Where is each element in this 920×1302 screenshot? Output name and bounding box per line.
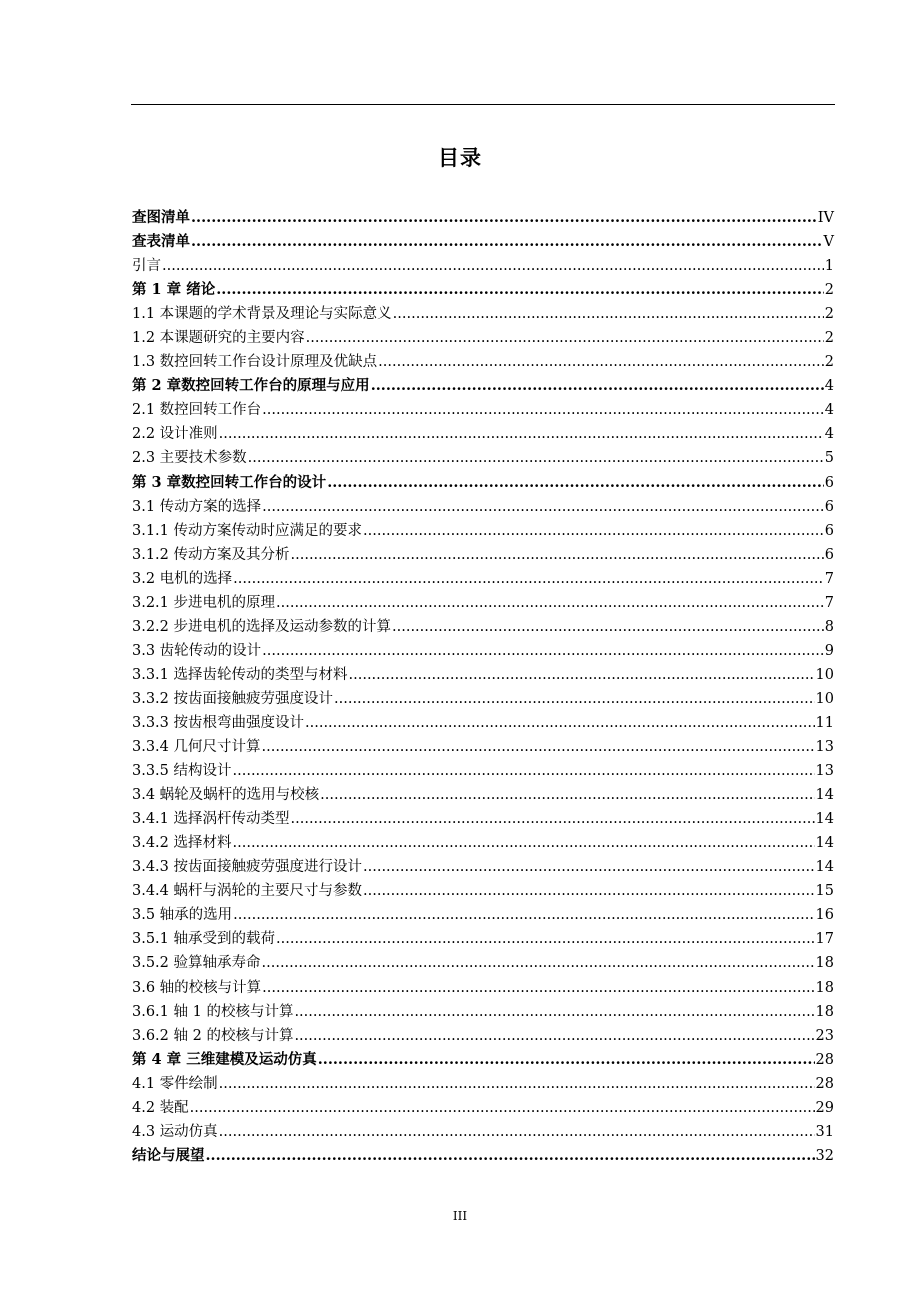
toc-leader-dots xyxy=(294,1024,814,1048)
toc-entry[interactable] xyxy=(132,1096,834,1120)
toc-leader-dots xyxy=(318,1048,815,1072)
toc-entry[interactable] xyxy=(132,759,834,783)
toc-leader-dots xyxy=(305,711,815,735)
toc-leader-dots xyxy=(276,927,815,951)
toc-entry-label: 2.3 主要技术参数 xyxy=(132,450,247,467)
toc-entry-page: 23 xyxy=(815,1027,834,1044)
toc-entry[interactable] xyxy=(132,951,834,975)
toc-leader-dots xyxy=(190,1096,815,1120)
toc-entry-page: 6 xyxy=(824,522,834,539)
toc-leader-dots xyxy=(219,1072,815,1096)
toc-entry-label: 查表清单 xyxy=(132,233,190,251)
toc-entry-label: 4.1 零件绘制 xyxy=(132,1075,218,1092)
toc-leader-dots xyxy=(320,783,814,807)
toc-entry-page: 15 xyxy=(815,883,834,900)
toc-entry-page: 6 xyxy=(824,546,834,563)
toc-leader-dots xyxy=(392,615,824,639)
toc-entry-page: 13 xyxy=(815,763,834,780)
toc-entry[interactable] xyxy=(132,254,834,278)
toc-entry-label: 4.3 运动仿真 xyxy=(132,1123,218,1140)
toc-leader-dots xyxy=(219,422,824,446)
toc-entry[interactable] xyxy=(132,639,834,663)
toc-entry-page: 4 xyxy=(824,402,834,419)
toc-entry-label: 3.4.1 选择涡杆传动类型 xyxy=(132,811,290,828)
toc-entry-label: 2.1 数控回转工作台 xyxy=(132,402,262,419)
toc-entry[interactable] xyxy=(132,206,834,230)
toc-leader-dots xyxy=(349,663,815,687)
toc-entry-page: 2 xyxy=(824,306,834,323)
toc-leader-dots xyxy=(363,519,824,543)
toc-entry[interactable] xyxy=(132,807,834,831)
toc-entry[interactable] xyxy=(132,711,834,735)
toc-entry[interactable] xyxy=(132,230,834,254)
toc-entry[interactable] xyxy=(132,927,834,951)
toc-entry-label: 3.3.3 按齿根弯曲强度设计 xyxy=(132,714,305,731)
toc-entry[interactable] xyxy=(132,567,834,591)
toc-entry-label: 3.1.2 传动方案及其分析 xyxy=(132,546,290,563)
toc-leader-dots xyxy=(291,807,815,831)
toc-entry-label: 3.6.2 轴 2 的校核与计算 xyxy=(132,1027,294,1044)
toc-entry-page: 14 xyxy=(815,859,834,876)
toc-entry-label: 3.4.2 选择材料 xyxy=(132,835,232,852)
toc-entry-page: 31 xyxy=(815,1123,834,1140)
toc-entry-page: 7 xyxy=(824,594,834,611)
toc-entry-page: 5 xyxy=(824,450,834,467)
toc-entry-page: 9 xyxy=(824,642,834,659)
toc-entry-page: 10 xyxy=(815,690,834,707)
toc-entry-page: 13 xyxy=(815,739,834,756)
toc-leader-dots xyxy=(206,1144,815,1168)
toc-entry-page: 32 xyxy=(815,1147,834,1164)
toc-entry-page: 14 xyxy=(815,787,834,804)
toc-entry-page: 7 xyxy=(824,570,834,587)
toc-entry-page: 6 xyxy=(824,498,834,515)
toc-entry[interactable] xyxy=(132,591,834,615)
toc-entry-page: V xyxy=(823,234,834,251)
toc-entry-label: 1.1 本课题的学术背景及理论与实际意义 xyxy=(132,306,392,323)
toc-entry[interactable] xyxy=(132,1144,834,1168)
toc-entry-label: 引言 xyxy=(132,258,161,275)
toc-entry-label: 3.4 蜗轮及蜗杆的选用与校核 xyxy=(132,787,320,804)
toc-entry[interactable] xyxy=(132,519,834,543)
page-number: III xyxy=(452,1209,468,1223)
toc-entry-label: 第 4 章 三维建模及运动仿真 xyxy=(132,1050,317,1068)
toc-entry-label: 第 3 章数控回转工作台的设计 xyxy=(132,473,327,491)
toc-entry[interactable] xyxy=(132,326,834,350)
toc-leader-dots xyxy=(216,278,824,302)
toc-leader-dots xyxy=(262,398,824,422)
toc-entry-label: 第 2 章数控回转工作台的原理与应用 xyxy=(132,377,370,395)
toc-entry-label: 3.3 齿轮传动的设计 xyxy=(132,642,262,659)
toc-entry[interactable] xyxy=(132,855,834,879)
toc-entry-page: 11 xyxy=(815,714,834,731)
toc-entry[interactable] xyxy=(132,471,834,495)
toc-entry-label: 3.2 电机的选择 xyxy=(132,570,233,587)
toc-entry-page: 18 xyxy=(815,955,834,972)
toc-entry-page: 4 xyxy=(824,426,834,443)
toc-leader-dots xyxy=(219,1120,815,1144)
toc-entry[interactable] xyxy=(132,446,834,470)
toc-entry-page: 10 xyxy=(815,666,834,683)
toc-leader-dots xyxy=(291,543,824,567)
toc-entry-label: 3.3.5 结构设计 xyxy=(132,763,232,780)
toc-leader-dots xyxy=(162,254,824,278)
toc-entry-label: 3.3.2 按齿面接触疲劳强度设计 xyxy=(132,690,334,707)
toc-leader-dots xyxy=(363,855,815,879)
toc-entry-page: 2 xyxy=(824,282,834,299)
toc-entry[interactable] xyxy=(132,1072,834,1096)
toc-leader-dots xyxy=(378,350,824,374)
toc-entry-label: 3.6.1 轴 1 的校核与计算 xyxy=(132,1003,294,1020)
toc-entry[interactable] xyxy=(132,903,834,927)
toc-leader-dots xyxy=(233,759,815,783)
toc-entry[interactable] xyxy=(132,374,834,398)
toc-entry[interactable] xyxy=(132,1048,834,1072)
toc-leader-dots xyxy=(191,230,823,254)
toc-entry-page: 29 xyxy=(815,1099,834,1116)
toc-entry[interactable] xyxy=(132,615,834,639)
toc-leader-dots xyxy=(262,495,824,519)
toc-entry-label: 2.2 设计准则 xyxy=(132,426,218,443)
toc-leader-dots xyxy=(233,903,814,927)
table-of-contents xyxy=(132,206,834,1168)
toc-entry-label: 3.3.4 几何尺寸计算 xyxy=(132,739,261,756)
toc-entry[interactable] xyxy=(132,1120,834,1144)
toc-leader-dots xyxy=(393,302,824,326)
toc-entry[interactable] xyxy=(132,1000,834,1024)
toc-entry[interactable] xyxy=(132,663,834,687)
page-title: 目录 xyxy=(438,145,482,170)
toc-leader-dots xyxy=(248,446,824,470)
toc-leader-dots xyxy=(306,326,824,350)
toc-leader-dots xyxy=(262,951,815,975)
toc-leader-dots xyxy=(262,735,815,759)
toc-entry-label: 3.2.2 步进电机的选择及运动参数的计算 xyxy=(132,618,392,635)
toc-entry-label: 3.1.1 传动方案传动时应满足的要求 xyxy=(132,522,363,539)
toc-entry[interactable] xyxy=(132,398,834,422)
toc-leader-dots xyxy=(371,374,824,398)
toc-entry[interactable] xyxy=(132,735,834,759)
toc-entry-page: 2 xyxy=(824,354,834,371)
toc-entry-label: 3.4.3 按齿面接触疲劳强度进行设计 xyxy=(132,859,363,876)
toc-entry-label: 3.4.4 蜗杆与涡轮的主要尺寸与参数 xyxy=(132,883,363,900)
toc-entry-page: 28 xyxy=(815,1075,834,1092)
toc-entry[interactable] xyxy=(132,783,834,807)
header-rule xyxy=(131,104,835,105)
toc-entry[interactable] xyxy=(132,422,834,446)
toc-entry-label: 3.5.1 轴承受到的载荷 xyxy=(132,931,276,948)
toc-entry[interactable] xyxy=(132,976,834,1000)
toc-entry-page: 18 xyxy=(815,979,834,996)
toc-entry[interactable] xyxy=(132,1024,834,1048)
toc-leader-dots xyxy=(191,206,817,230)
toc-entry-page: 14 xyxy=(815,811,834,828)
toc-leader-dots xyxy=(262,639,824,663)
toc-leader-dots xyxy=(363,879,815,903)
toc-entry-page: 2 xyxy=(824,330,834,347)
toc-entry[interactable] xyxy=(132,350,834,374)
toc-entry-label: 查图清单 xyxy=(132,209,190,226)
toc-leader-dots xyxy=(334,687,815,711)
toc-entry-label: 第 1 章 绪论 xyxy=(132,281,216,299)
toc-entry-label: 1.2 本课题研究的主要内容 xyxy=(132,330,305,347)
toc-entry[interactable] xyxy=(132,495,834,519)
toc-entry-label: 3.5.2 验算轴承寿命 xyxy=(132,955,261,972)
toc-entry[interactable] xyxy=(132,831,834,855)
toc-entry[interactable] xyxy=(132,879,834,903)
toc-entry-label: 1.3 数控回转工作台设计原理及优缺点 xyxy=(132,354,378,371)
toc-leader-dots xyxy=(262,976,814,1000)
toc-entry-label: 3.3.1 选择齿轮传动的类型与材料 xyxy=(132,666,348,683)
toc-entry-page: 14 xyxy=(815,835,834,852)
toc-leader-dots xyxy=(233,567,824,591)
toc-entry-page: 4 xyxy=(824,378,834,395)
toc-entry-page: IV xyxy=(817,210,834,226)
toc-entry-page: 6 xyxy=(824,474,834,491)
toc-entry-label: 结论与展望 xyxy=(132,1146,205,1164)
toc-entry-label: 3.5 轴承的选用 xyxy=(132,907,233,924)
toc-leader-dots xyxy=(233,831,815,855)
toc-leader-dots xyxy=(327,471,824,495)
toc-entry-label: 3.1 传动方案的选择 xyxy=(132,498,262,515)
toc-entry-page: 28 xyxy=(815,1051,834,1068)
toc-entry-page: 1 xyxy=(824,258,834,275)
toc-entry-page: 16 xyxy=(815,907,834,924)
toc-leader-dots xyxy=(294,1000,814,1024)
toc-entry[interactable] xyxy=(132,278,834,302)
toc-entry[interactable] xyxy=(132,302,834,326)
toc-leader-dots xyxy=(276,591,824,615)
toc-entry-page: 17 xyxy=(815,931,834,948)
toc-entry-label: 4.2 装配 xyxy=(132,1099,189,1116)
toc-entry[interactable] xyxy=(132,687,834,711)
toc-entry-page: 8 xyxy=(824,618,834,635)
toc-entry[interactable] xyxy=(132,543,834,567)
toc-entry-label: 3.2.1 步进电机的原理 xyxy=(132,594,276,611)
toc-entry-label: 3.6 轴的校核与计算 xyxy=(132,979,262,996)
toc-entry-page: 18 xyxy=(815,1003,834,1020)
